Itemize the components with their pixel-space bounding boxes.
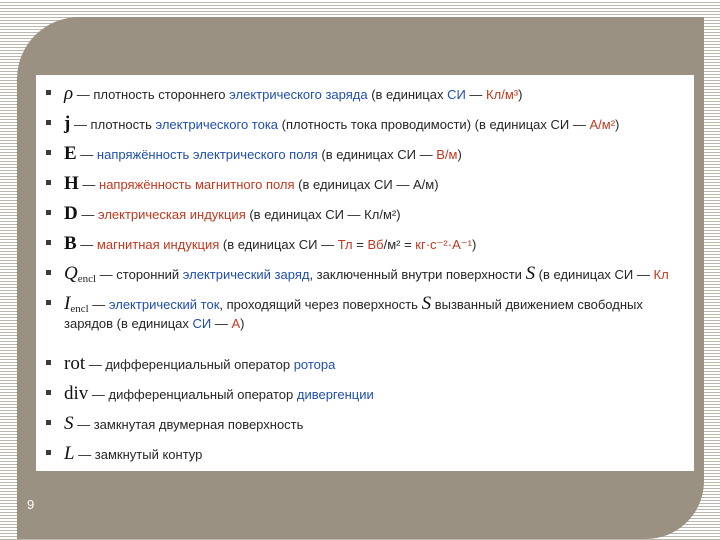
- symbol-subscript: encl: [70, 303, 89, 315]
- link-electric-charge[interactable]: электрического заряда: [229, 87, 368, 102]
- list-item-i-encl: $I_{encl}$ — электрический ток, проходящий через поверхность S вызванный движением свободных зарядов (в единицах СИ — А): [36, 291, 694, 339]
- bullet: [46, 270, 51, 275]
- symbol-b: B: [64, 233, 77, 254]
- link-electric-current[interactable]: электрический ток: [108, 297, 220, 312]
- link-electric-current[interactable]: электрического тока: [155, 117, 279, 132]
- bullet: [46, 450, 51, 455]
- bullet: [46, 180, 51, 185]
- link-unit[interactable]: Кл: [653, 267, 669, 282]
- symbol-s: S: [525, 263, 536, 284]
- bullet: [46, 420, 51, 425]
- bullet: [46, 240, 51, 245]
- link-divergence[interactable]: дивергенции: [296, 387, 374, 402]
- symbol-q: Q: [64, 263, 78, 284]
- link-tesla[interactable]: Тл: [337, 237, 353, 252]
- link-si[interactable]: СИ: [192, 316, 212, 331]
- bullet: [46, 360, 51, 365]
- link-unit[interactable]: А/м²: [589, 117, 616, 132]
- link-weber[interactable]: Вб: [367, 237, 384, 252]
- link-magnetic-field[interactable]: напряжённость магнитного поля: [99, 177, 295, 192]
- link-electric-charge[interactable]: электрический заряд: [182, 267, 310, 282]
- bullet: [46, 120, 51, 125]
- bullet: [46, 300, 51, 305]
- bullet: [46, 90, 51, 95]
- symbol-s: S: [421, 293, 432, 314]
- bullet: [46, 210, 51, 215]
- symbol-e: E: [64, 143, 77, 164]
- symbol-subscript: encl: [77, 273, 97, 285]
- symbol-h: H: [64, 173, 79, 194]
- link-magnetic-induction[interactable]: магнитная индукция: [96, 237, 220, 252]
- link-unit[interactable]: Кл/м³: [486, 87, 519, 102]
- symbol-d: D: [64, 203, 78, 224]
- content-panel: ρ — плотность стороннего электрического заряда (в единицах СИ — Кл/м³) j — плотность электрического тока (плотность тока проводимости) (в единицах СИ — А/м²) E — напряжённость электрического поля (в единицах СИ — В/м) H — напряжённость магнитного поля (в единицах СИ — А/м) D — электрическая индукция (в единицах СИ — Кл/м²) B — магнитная индукция (в единицах СИ — Тл = Вб/м² = кг·с⁻²·А⁻¹) $Q_{encl}$ — сторонний электрический заряд, заключенный внутри поверхности S (в единицах СИ — Кл $I_{encl}$ — электрический ток, проходящий через поверхность S вызванный движением свободных зарядов (в единицах СИ — А) rot — дифференциальный оператор ротора div — дифференциальный оператор дивергенции S — замкнутая двумерная поверхность L — замкнутый контур: [36, 75, 694, 471]
- link-unit[interactable]: А: [231, 316, 241, 331]
- symbol-i: I: [64, 293, 71, 314]
- link-unit[interactable]: кг·с⁻²·А⁻¹: [415, 237, 472, 252]
- link-si[interactable]: СИ: [447, 87, 466, 102]
- link-electric-field[interactable]: напряжённость электрического поля: [96, 147, 318, 162]
- page-number: 9: [27, 497, 35, 512]
- link-unit[interactable]: В/м: [436, 147, 458, 162]
- symbol-s: S: [64, 413, 74, 434]
- symbol-rot: rot: [64, 353, 86, 374]
- symbol-rho: ρ: [64, 83, 74, 104]
- link-electric-induction[interactable]: электрическая индукция: [97, 207, 246, 222]
- bullet: [46, 150, 51, 155]
- symbol-j: j: [64, 113, 71, 134]
- symbol-div: div: [64, 383, 89, 404]
- symbol-l: L: [64, 443, 75, 464]
- bullet: [46, 390, 51, 395]
- link-rotor[interactable]: ротора: [293, 357, 336, 372]
